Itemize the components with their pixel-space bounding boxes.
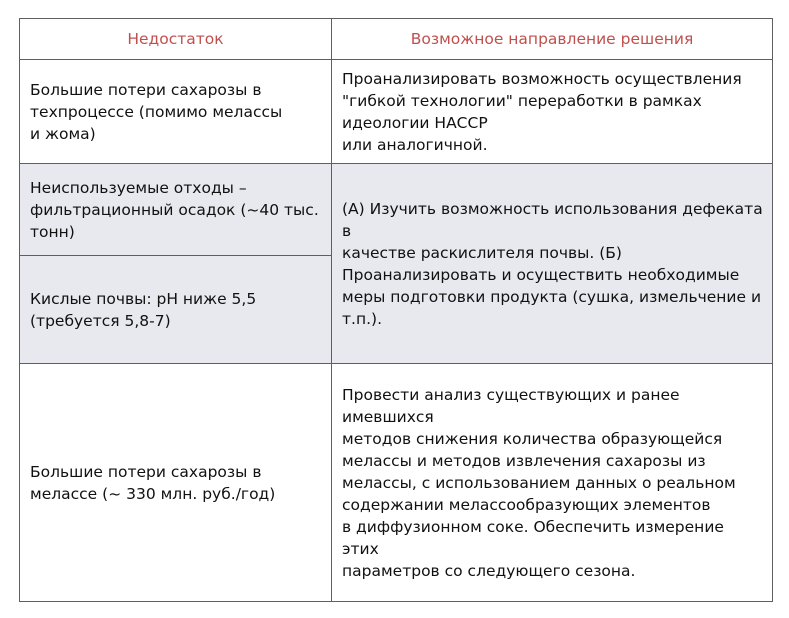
- problem-cell: Кислые почвы: рН ниже 5,5 (требуется 5,8-7): [20, 256, 332, 364]
- solution-cell: Проанализировать возможность осуществления "гибкой технологии" переработки в рамках идеологии НАССР или аналогичной.: [332, 60, 773, 164]
- problem-cell: Большие потери сахарозы в техпроцессе (помимо мелассы и жома): [20, 60, 332, 164]
- table-row: [20, 164, 773, 256]
- solution-cell: (А) Изучить возможность использования дефеката в качестве раскислителя почвы. (Б) Проанализировать и осуществить необходимые меры подготовки продукта (сушка, измельчение и т.п.).: [332, 164, 773, 364]
- table-row: [20, 364, 773, 602]
- problems-solutions-table-container: [19, 18, 772, 601]
- header-problem: Недостаток: [20, 19, 332, 60]
- problem-cell: Большие потери сахарозы в мелассе (~ 330 млн. руб./год): [20, 364, 332, 602]
- problems-solutions-table: [19, 18, 773, 602]
- table-row: [20, 60, 773, 164]
- solution-cell: Провести анализ существующих и ранее имевшихся методов снижения количества образующейся мелассы и методов извлечения сахарозы из мелассы, с использованием данных о реальном содержании мелассообразующих элементов в диффузионном соке. Обеспечить измерение этих параметров со следующего сезона.: [332, 364, 773, 602]
- problem-cell: Неиспользуемые отходы – фильтрационный осадок (~40 тыс. тонн): [20, 164, 332, 256]
- table-header-row: [20, 19, 773, 60]
- header-solution: Возможное направление решения: [332, 19, 773, 60]
